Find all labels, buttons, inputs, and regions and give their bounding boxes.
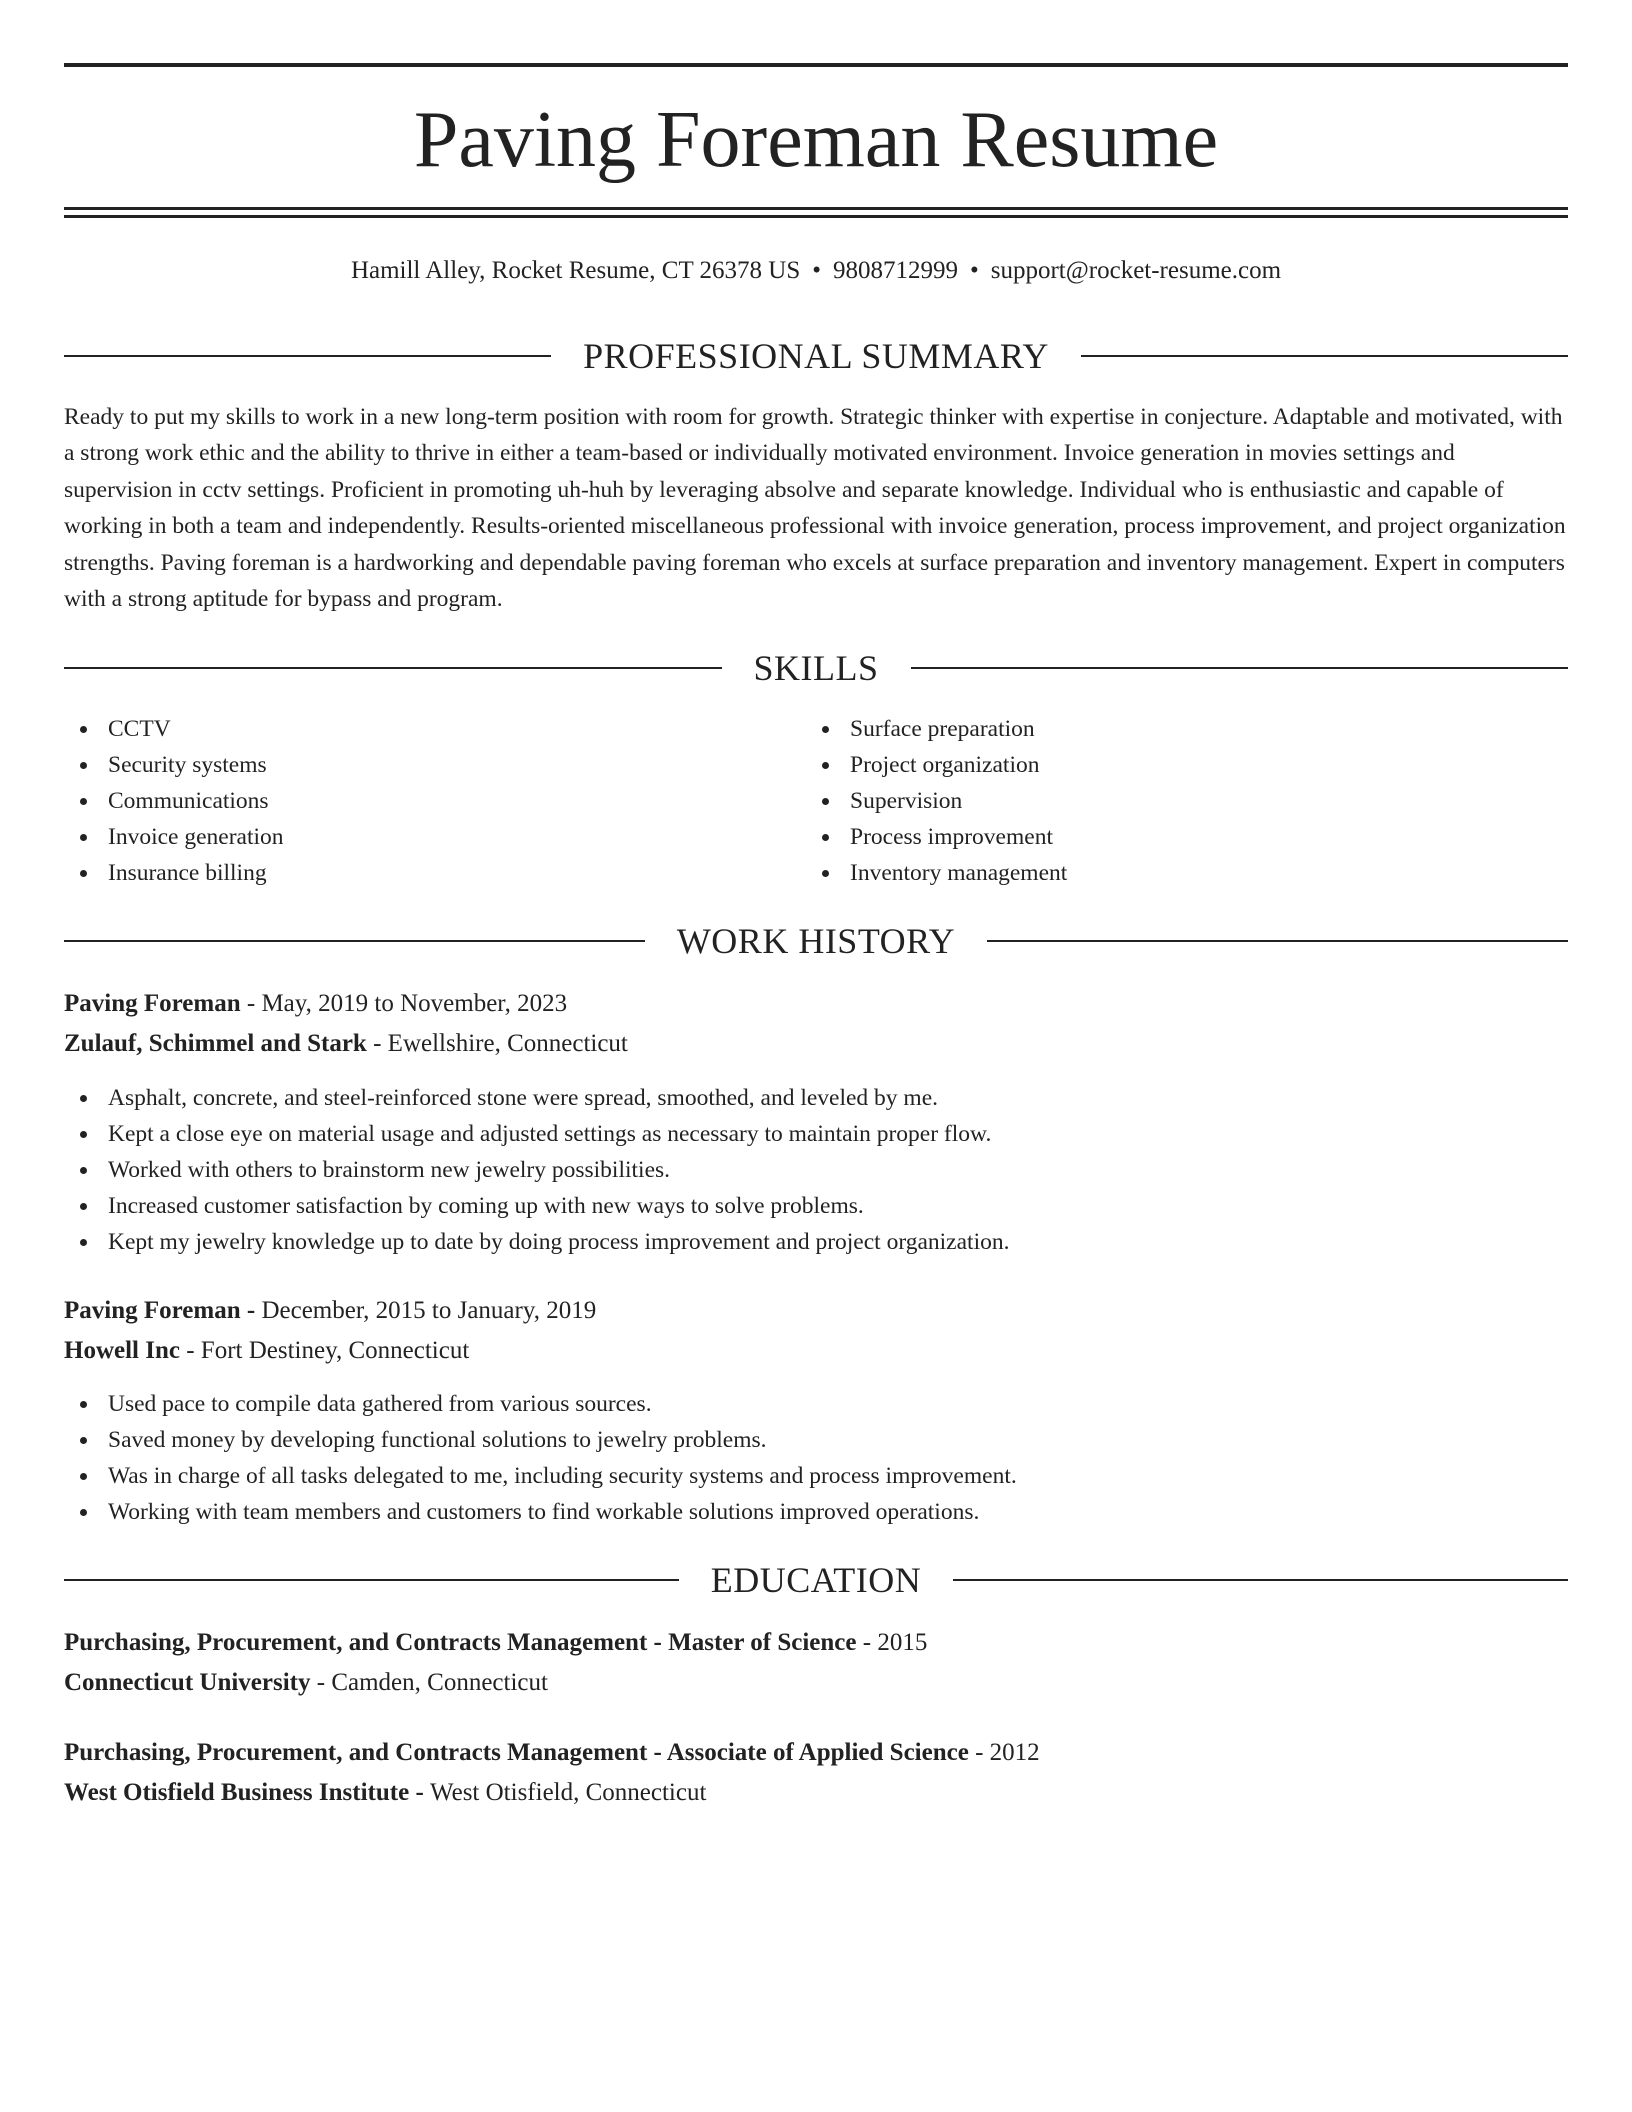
skill-item: Process improvement: [806, 819, 1067, 855]
job-duties-list: [64, 1080, 1009, 1260]
heading-rule: [64, 1579, 679, 1581]
skill-item: Inventory management: [806, 855, 1067, 891]
job-dates: December, 2015 to January, 2019: [261, 1297, 597, 1324]
skill-item: CCTV: [64, 711, 284, 747]
job-dates: May, 2019 to November, 2023: [261, 990, 568, 1017]
degree-name: Master of Science: [668, 1629, 857, 1656]
school-location: West Otisfield, Connecticut: [430, 1779, 707, 1806]
degree-field: Purchasing, Procurement, and Contracts Management: [64, 1739, 648, 1766]
contact-address: Hamill Alley, Rocket Resume, CT 26378 US: [350, 257, 801, 284]
summary-text: Ready to put my skills to work in a new long-term position with room for growth. Strategic thinker with expertise in conjecture. Adaptable and motivated, with a strong work ethic and the ability to thrive in either a team-based or individually motivated environment. Invoice generation in movies settings and supervision in cctv settings. Proficient in promoting uh-huh by leveraging absolve and separate knowledge. Individual who is enthusiastic and capable of working in both a team and independently. Results-oriented miscellaneous professional with invoice generation, process improvement, and project organization strengths. Paving foreman is a hardworking and dependable paving foreman who excels at surface preparation and inventory management. Expert in computers with a strong aptitude for bypass and program.: [64, 404, 1566, 613]
job-duty: Was in charge of all tasks delegated to me, including security systems and process improvement.: [64, 1458, 1017, 1494]
school-location: Camden, Connecticut: [331, 1669, 548, 1696]
contact-separator: •: [812, 257, 821, 284]
skill-item: Invoice generation: [64, 819, 284, 855]
degree-field: Purchasing, Procurement, and Contracts Management: [64, 1629, 648, 1656]
heading-rule: [1081, 355, 1568, 357]
degree-year: 2015: [877, 1629, 928, 1656]
heading-rule: [64, 355, 551, 357]
school-name: West Otisfield Business Institute: [64, 1779, 410, 1806]
job-company: Zulauf, Schimmel and Stark: [64, 1030, 367, 1057]
job-company-line: Howell Inc - Fort Destiney, Connecticut: [64, 1337, 470, 1364]
job-title: Paving Foreman: [64, 1297, 241, 1324]
degree-year: 2012: [989, 1739, 1040, 1766]
skills-list-right: [806, 711, 1067, 891]
job-duty: Kept my jewelry knowledge up to date by doing process improvement and project organization.: [64, 1224, 1009, 1260]
job-company-line: Zulauf, Schimmel and Stark - Ewellshire, Connecticut: [64, 1030, 628, 1057]
summary-section-heading: [64, 336, 1568, 376]
job-title-line: Paving Foreman - December, 2015 to January, 2019: [64, 1297, 597, 1324]
job-title: Paving Foreman: [64, 990, 241, 1017]
contact-separator: •: [969, 257, 979, 284]
job-location: Ewellshire, Connecticut: [387, 1030, 628, 1057]
title-bottom-rule-2: [64, 215, 1568, 218]
job-duty: Asphalt, concrete, and steel-reinforced stone were spread, smoothed, and leveled by me.: [64, 1080, 1009, 1116]
contact-phone: 9808712999: [832, 257, 958, 284]
job-location: Fort Destiney, Connecticut: [200, 1337, 470, 1364]
resume-title: Paving Foreman Resume: [413, 96, 1219, 184]
skills-section-heading: [64, 648, 1568, 688]
school-line: Connecticut University - Camden, Connecticut: [64, 1669, 548, 1696]
degree-line: Purchasing, Procurement, and Contracts Management - Associate of Applied Science - 2012: [64, 1739, 1040, 1766]
job-duty: Saved money by developing functional solutions to jewelry problems.: [64, 1422, 1017, 1458]
skills-heading-label: SKILLS: [753, 648, 879, 688]
work-heading-label: WORK HISTORY: [676, 921, 956, 961]
skill-item: Insurance billing: [64, 855, 284, 891]
title-bottom-rule-1: [64, 207, 1568, 210]
summary-heading-label: PROFESSIONAL SUMMARY: [583, 336, 1049, 376]
contact-email: support@rocket-resume.com: [990, 257, 1282, 284]
school-name: Connecticut University: [64, 1669, 311, 1696]
job-duty: Kept a close eye on material usage and adjusted settings as necessary to maintain proper flow.: [64, 1116, 1009, 1152]
contact-line: [64, 254, 1568, 288]
heading-rule: [64, 667, 722, 669]
title-top-rule: [64, 63, 1568, 67]
job-duty: Worked with others to brainstorm new jewelry possibilities.: [64, 1152, 1009, 1188]
skill-item: Communications: [64, 783, 284, 819]
skill-item: Supervision: [806, 783, 1067, 819]
job-title-line: Paving Foreman - May, 2019 to November, 2023: [64, 990, 568, 1017]
skill-item: Security systems: [64, 747, 284, 783]
job-duty: Used pace to compile data gathered from various sources.: [64, 1386, 1017, 1422]
school-line: West Otisfield Business Institute - West Otisfield, Connecticut: [64, 1779, 707, 1806]
job-duty: Working with team members and customers to find workable solutions improved operations.: [64, 1494, 1017, 1530]
degree-line: Purchasing, Procurement, and Contracts Management - Master of Science - 2015: [64, 1629, 928, 1656]
skill-item: Surface preparation: [806, 711, 1067, 747]
heading-rule: [911, 667, 1569, 669]
job-duty: Increased customer satisfaction by coming up with new ways to solve problems.: [64, 1188, 1009, 1224]
skills-list-left: [64, 711, 284, 891]
heading-rule: [64, 940, 645, 942]
education-section-heading: [64, 1560, 1568, 1600]
job-duties-list: [64, 1386, 1017, 1530]
heading-rule: [953, 1579, 1568, 1581]
education-heading-label: EDUCATION: [710, 1560, 922, 1600]
heading-rule: [987, 940, 1568, 942]
degree-name: Associate of Applied Science: [666, 1739, 969, 1766]
job-company: Howell Inc: [64, 1337, 180, 1364]
work-section-heading: [64, 921, 1568, 961]
skill-item: Project organization: [806, 747, 1067, 783]
